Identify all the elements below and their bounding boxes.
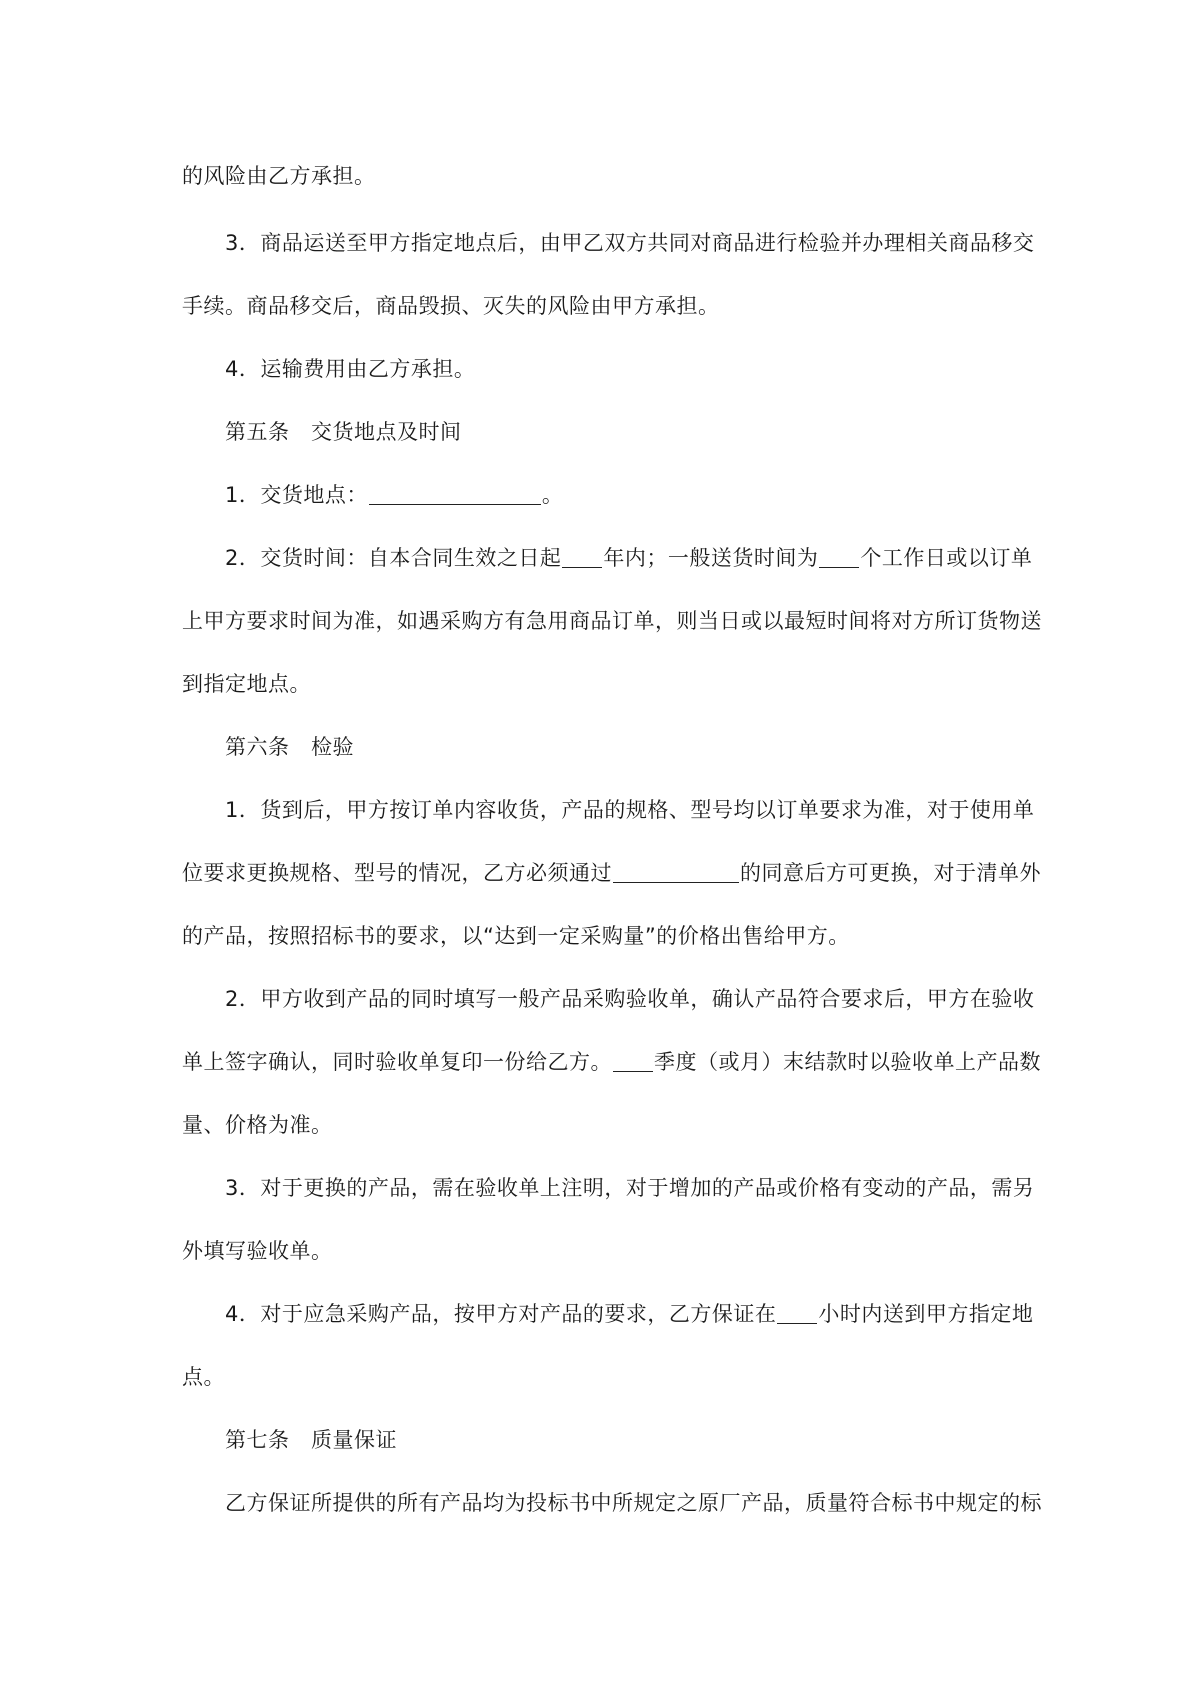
- article-6-item-1-line-1: [225, 795, 1034, 825]
- text: 年内；一般送货时间为: [603, 546, 819, 570]
- fill-in-blank: [369, 482, 541, 505]
- paragraph-line: [182, 161, 376, 191]
- article-6-item-3-line-2: [182, 1236, 333, 1266]
- article-6-item-2-line-2: [182, 1047, 1041, 1077]
- text: 2．甲方收到产品的同时填写一般产品采购验收单，确认产品符合要求后，甲方在验收: [225, 987, 1035, 1011]
- article-6-heading: [225, 732, 354, 762]
- text: 小时内送到甲方指定地: [818, 1302, 1034, 1326]
- heading-text: 第七条 质量保证: [225, 1428, 397, 1452]
- article-6-item-4-line-2: [182, 1362, 225, 1392]
- text: 到指定地点。: [182, 672, 311, 696]
- clause-3-line-1: [225, 228, 1034, 258]
- article-5-item-2-line-2: [182, 606, 1042, 636]
- text: 点。: [182, 1365, 225, 1389]
- article-6-item-1-line-2: [182, 858, 1041, 888]
- text: 4．对于应急采购产品，按甲方对产品的要求，乙方保证在: [225, 1302, 777, 1326]
- clause-3-line-2: [182, 291, 720, 321]
- text: 3．对于更换的产品，需在验收单上注明，对于增加的产品或价格有变动的产品，需另: [225, 1176, 1035, 1200]
- heading-text: 第六条 检验: [225, 735, 354, 759]
- article-5-item-1: [225, 480, 563, 510]
- text: 的产品，按照招标书的要求，以“达到一定采购量”的价格出售给甲方。: [182, 924, 850, 948]
- text: 。: [541, 483, 564, 507]
- text: 2．交货时间：自本合同生效之日起: [225, 546, 562, 570]
- article-6-item-2-line-3: [182, 1110, 333, 1140]
- article-6-item-3-line-1: [225, 1173, 1034, 1203]
- text: 上甲方要求时间为准，如遇采购方有急用商品订单，则当日或以最短时间将对方所订货物送: [182, 609, 1042, 633]
- article-6-item-4-line-1: [225, 1299, 1033, 1329]
- text: 的风险由乙方承担。: [182, 164, 376, 188]
- article-6-item-1-line-3: [182, 921, 850, 951]
- text: 个工作日或以订单: [860, 546, 1033, 570]
- heading-text: 第五条 交货地点及时间: [225, 420, 462, 444]
- article-7-heading: [225, 1425, 397, 1455]
- text: 4．运输费用由乙方承担。: [225, 357, 476, 381]
- article-5-heading: [225, 417, 462, 447]
- text: 位要求更换规格、型号的情况，乙方必须通过: [182, 861, 612, 885]
- text: 单上签字确认，同时验收单复印一份给乙方。: [182, 1050, 612, 1074]
- text: 量、价格为准。: [182, 1113, 333, 1137]
- text: 的同意后方可更换，对于清单外: [740, 861, 1041, 885]
- article-6-item-2-line-1: [225, 984, 1034, 1014]
- text: 外填写验收单。: [182, 1239, 333, 1263]
- text: 3．商品运送至甲方指定地点后，由甲乙双方共同对商品进行检验并办理相关商品移交: [225, 231, 1035, 255]
- text: 1．货到后，甲方按订单内容收货，产品的规格、型号均以订单要求为准，对于使用单: [225, 798, 1035, 822]
- fill-in-blank: [777, 1301, 817, 1324]
- article-5-item-2-line-1: [225, 543, 1032, 573]
- clause-4-line: [225, 354, 475, 384]
- text: 1．交货地点：: [225, 483, 368, 507]
- article-5-item-2-line-3: [182, 669, 311, 699]
- fill-in-blank: [819, 545, 859, 568]
- text: 乙方保证所提供的所有产品均为投标书中所规定之原厂产品，质量符合标书中规定的标: [225, 1491, 1042, 1515]
- fill-in-blank: [562, 545, 602, 568]
- fill-in-blank: [613, 860, 739, 883]
- fill-in-blank: [613, 1049, 653, 1072]
- article-7-line-1: [225, 1488, 1042, 1518]
- text: 季度（或月）末结款时以验收单上产品数: [654, 1050, 1041, 1074]
- text: 手续。商品移交后，商品毁损、灭失的风险由甲方承担。: [182, 294, 720, 318]
